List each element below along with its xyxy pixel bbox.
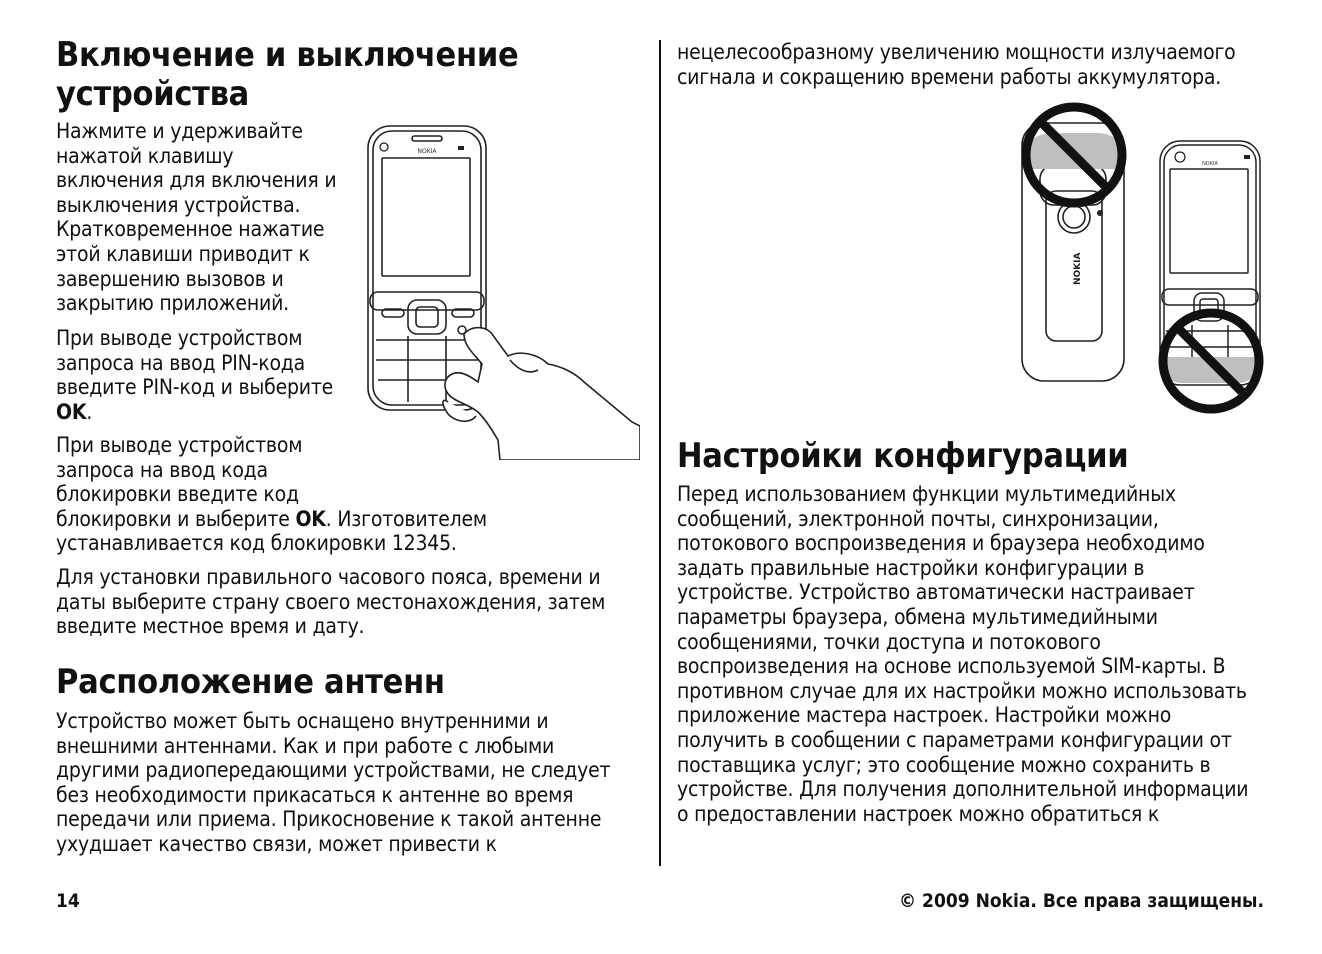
antenna-paragraph: Устройство может быть оснащено внутренними и внешними антеннами. Как и при работе с любыми другими радиопередающими устройствами, не следует без необходимости прикасаться к антенне во время передачи или приема. Прикосновение к такой антенне ухудшает качество связи, может привести к xyxy=(56,709,611,856)
ok-softkey-label: OK xyxy=(56,399,87,424)
phone-power-key-illustration xyxy=(360,120,640,460)
phone-brand-logo: NOKIA xyxy=(1202,161,1218,167)
antenna-paragraph-continued: нецелесообразному увеличению мощности излучаемого сигнала и сокращению времени работы аккумулятора. xyxy=(677,40,1236,89)
phone-front-antenna-illustration xyxy=(1152,135,1272,415)
power-paragraph-timezone: Для установки правильного часового пояса, времени и даты выберите страну своего местонахождения, затем введите местное время и дату. xyxy=(56,565,606,639)
phone-back-antenna-illustration xyxy=(1010,95,1140,415)
ok-softkey-label: OK xyxy=(295,506,326,531)
section-title-power: Включение и выключение устройства xyxy=(56,35,519,114)
power-paragraph-1: Нажмите и удерживайте нажатой клавишу включения для включения и выключения устройства. Кратковременное нажатие этой клавиши приводит к завершению вызовов и закрытию приложений. xyxy=(56,119,337,316)
power-paragraph-lock: При выводе устройством запроса на ввод кода блокировки введите код блокировки и выберите OK. Изготовителем устанавливается код блокировки 12345. xyxy=(56,433,487,556)
section-title-config: Настройки конфигурации xyxy=(677,436,1129,476)
column-divider xyxy=(659,40,661,866)
section-title-antenna: Расположение антенн xyxy=(56,662,445,702)
power-paragraph-pin: При выводе устройством запроса на ввод PIN-кода введите PIN-код и выберите OK. xyxy=(56,326,334,424)
phone-brand-logo: NOKIA xyxy=(1073,252,1083,285)
copyright-notice: © 2009 Nokia. Все права защищены. xyxy=(899,890,1264,912)
config-paragraph: Перед использованием функции мультимедийных сообщений, электронной почты, синхронизации, потокового воспроизведения и браузера необходимо задать правильные настройки конфигурации в устройстве. Устройство автоматически настраивает параметры браузера, обмена мультимедийными сообщениями, точки доступа и потокового воспроизведения на основе используемой SIM-карты. В противном случае для их настройки можно использовать приложение мастера настроек. Настройки можно получить в сообщении с параметрами конфигурации от поставщика услуг; это сообщение можно сохранить в устройстве. Для получения дополнительной информации о предоставлении настроек можно обратиться к xyxy=(677,482,1249,826)
phone-brand-logo: NOKIA xyxy=(417,148,437,155)
page-number: 14 xyxy=(56,890,80,912)
